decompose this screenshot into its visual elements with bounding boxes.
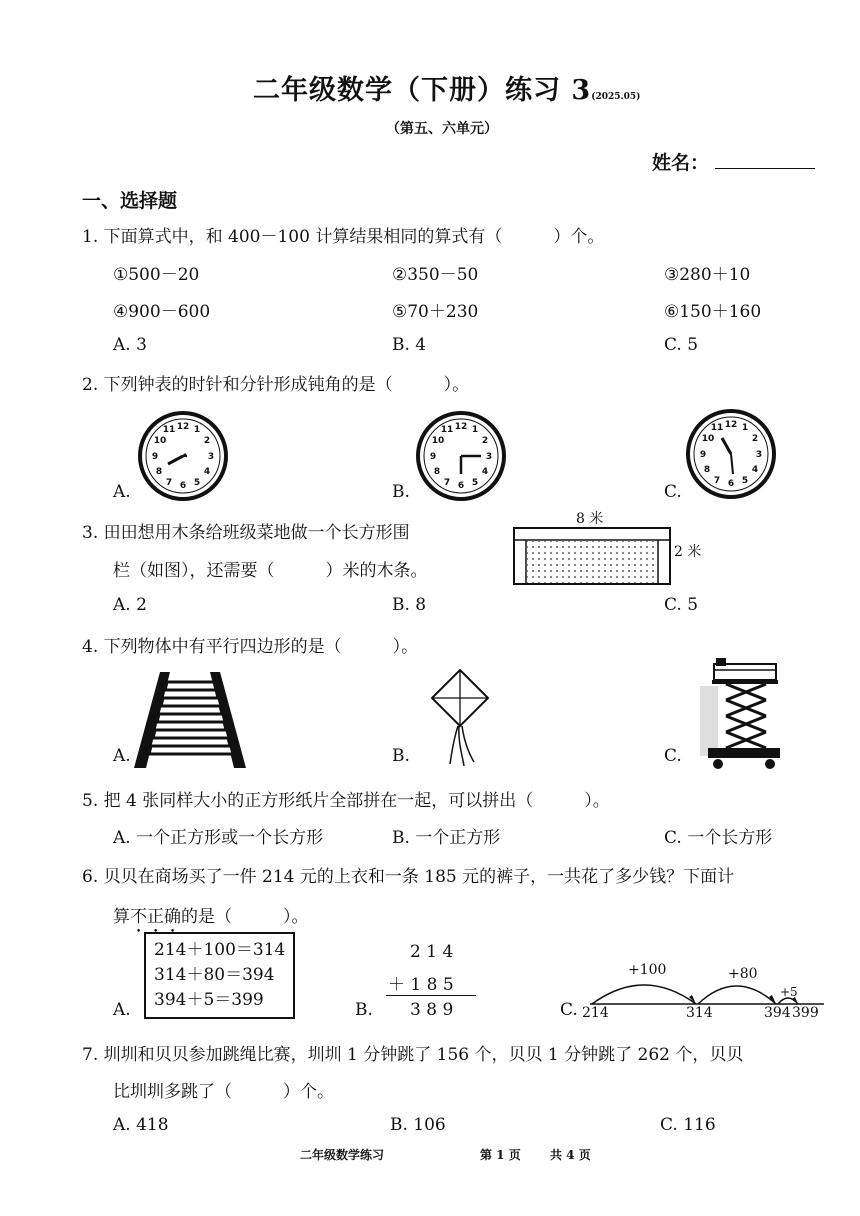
svg-text:1: 1 xyxy=(741,423,749,433)
svg-text:12: 12 xyxy=(176,422,190,432)
q3-fig-length-label: 8 米 xyxy=(576,511,604,527)
q2-option-c[interactable]: C. xyxy=(664,482,682,502)
q1-expr: ③280＋10 xyxy=(664,265,751,285)
q2-option-a[interactable]: A. xyxy=(113,482,131,502)
q7-option-c[interactable]: C. 116 xyxy=(660,1115,716,1135)
svg-text:2: 2 xyxy=(203,436,211,446)
q6-b-rule xyxy=(386,995,476,996)
svg-text:9: 9 xyxy=(151,452,159,462)
svg-text:11: 11 xyxy=(162,425,176,435)
q6-stem-pre: 算 xyxy=(113,907,130,927)
svg-text:10: 10 xyxy=(701,434,715,444)
q6-c-jump-label: +80 xyxy=(728,966,758,982)
q3-stem-line1: 3. 田田想用木条给班级菜地做一个长方形围 xyxy=(82,523,410,543)
q7-option-b[interactable]: B. 106 xyxy=(390,1115,446,1135)
q1-expr: ②350－50 xyxy=(392,265,479,285)
q6-a-line: 394＋5＝399 xyxy=(154,990,264,1010)
name-label: 姓名： xyxy=(652,152,710,174)
q1-expr: ④900－600 xyxy=(113,302,211,322)
q6-emphasis: 不正确 xyxy=(130,907,181,927)
svg-text:8: 8 xyxy=(155,467,163,477)
svg-text:7: 7 xyxy=(443,478,451,488)
svg-text:8: 8 xyxy=(433,467,441,477)
q6-a-calculation-box xyxy=(144,932,295,1019)
svg-text:10: 10 xyxy=(431,436,445,446)
svg-text:11: 11 xyxy=(710,423,724,433)
q7-stem-line2: 比圳圳多跳了（ ）个。 xyxy=(113,1082,334,1102)
q6-option-c[interactable]: C. xyxy=(560,1000,578,1020)
svg-text:6: 6 xyxy=(457,481,465,491)
clock-a-icon xyxy=(136,410,232,502)
q4-option-a[interactable]: A. xyxy=(113,746,131,766)
q4-option-c[interactable]: C. xyxy=(664,746,682,766)
title-date: (2025.05) xyxy=(591,92,641,102)
ladder-icon xyxy=(132,670,248,770)
q6-stem-line1: 6. 贝贝在商场买了一件 214 元的上衣和一条 185 元的裤子，一共花了多少钱？下面计 xyxy=(82,867,735,887)
svg-text:8: 8 xyxy=(703,465,711,475)
q1-stem: 1. 下面算式中，和 400－100 计算结果相同的算式有（ ）个。 xyxy=(82,227,605,247)
title-text: 二年级数学（下册）练习 3 xyxy=(253,75,592,106)
svg-text:12: 12 xyxy=(724,420,738,430)
svg-text:6: 6 xyxy=(179,481,187,491)
q6-c-jump-label: +100 xyxy=(628,962,667,978)
svg-text:7: 7 xyxy=(165,478,173,488)
q5-option-c[interactable]: C. 一个长方形 xyxy=(664,828,773,848)
page-subtitle: （第五、六单元） xyxy=(386,121,498,137)
svg-text:9: 9 xyxy=(699,450,707,460)
q6-option-a[interactable]: A. xyxy=(113,1000,131,1020)
svg-text:1: 1 xyxy=(193,425,201,435)
q6-a-line: 214＋100＝314 xyxy=(154,940,286,960)
q1-expr: ⑥150＋160 xyxy=(664,302,762,322)
svg-text:2: 2 xyxy=(751,434,759,444)
page-title xyxy=(253,68,640,107)
svg-text:10: 10 xyxy=(153,436,167,446)
svg-text:2: 2 xyxy=(481,436,489,446)
svg-text:7: 7 xyxy=(713,476,721,486)
q3-option-b[interactable]: B. 8 xyxy=(392,595,427,615)
clock-c-icon xyxy=(684,408,780,500)
q6-c-tick: 214 xyxy=(582,1005,609,1021)
q3-option-a[interactable]: A. 2 xyxy=(113,595,147,615)
svg-text:5: 5 xyxy=(741,476,749,486)
footer-page-total: 共 4 页 xyxy=(550,1148,591,1162)
svg-text:5: 5 xyxy=(471,478,479,488)
q6-b-addend1: 2 1 4 xyxy=(410,942,454,962)
svg-text:4: 4 xyxy=(481,467,489,477)
svg-text:4: 4 xyxy=(203,467,211,477)
q6-option-b[interactable]: B. xyxy=(355,1000,373,1020)
svg-text:11: 11 xyxy=(440,425,454,435)
q5-option-a[interactable]: A. 一个正方形或一个长方形 xyxy=(113,828,324,848)
q1-expr: ⑤70＋230 xyxy=(392,302,479,322)
svg-text:5: 5 xyxy=(193,478,201,488)
q3-fig-width-label: 2 米 xyxy=(674,544,702,560)
q6-c-tick: 394 xyxy=(764,1005,791,1021)
q3-stem-line2: 栏（如图），还需要（ ）米的木条。 xyxy=(113,561,428,581)
footer-title: 二年级数学练习 xyxy=(300,1148,385,1162)
q3-option-c[interactable]: C. 5 xyxy=(664,595,699,615)
q7-stem-line1: 7. 圳圳和贝贝参加跳绳比赛，圳圳 1 分钟跳了 156 个，贝贝 1 分钟跳了 262 个，贝贝 xyxy=(82,1045,744,1065)
q6-c-jump-label: +5 xyxy=(780,985,798,999)
name-field xyxy=(652,148,815,175)
q5-stem: 5. 把 4 张同样大小的正方形纸片全部拼在一起，可以拼出（ ）。 xyxy=(82,791,610,811)
q1-expr: ①500－20 xyxy=(113,265,200,285)
q6-a-line: 314＋80＝394 xyxy=(154,965,275,985)
q1-option-a[interactable]: A. 3 xyxy=(113,335,147,355)
q6-c-tick: 314 xyxy=(686,1005,713,1021)
fence-rectangle-diagram xyxy=(512,526,674,588)
q2-stem: 2. 下列钟表的时针和分针形成钝角的是（ ）。 xyxy=(82,375,470,395)
kite-icon xyxy=(428,668,492,768)
footer-page-number: 第 1 页 xyxy=(480,1148,521,1162)
q6-c-tick: 399 xyxy=(792,1005,819,1021)
svg-text:3: 3 xyxy=(485,452,493,462)
q5-option-b[interactable]: B. 一个正方形 xyxy=(392,828,501,848)
clock-b-icon xyxy=(414,410,510,502)
scissor-lift-icon xyxy=(700,656,784,772)
svg-text:4: 4 xyxy=(751,465,759,475)
q1-option-b[interactable]: B. 4 xyxy=(392,335,427,355)
q4-option-b[interactable]: B. xyxy=(392,746,410,766)
q7-option-a[interactable]: A. 418 xyxy=(113,1115,169,1135)
svg-text:9: 9 xyxy=(429,452,437,462)
q2-option-b[interactable]: B. xyxy=(392,482,410,502)
svg-text:12: 12 xyxy=(454,422,468,432)
svg-text:3: 3 xyxy=(207,452,215,462)
q4-stem: 4. 下列物体中有平行四边形的是（ ）。 xyxy=(82,637,419,657)
name-blank[interactable] xyxy=(715,154,815,169)
svg-text:1: 1 xyxy=(471,425,479,435)
q6-b-sum: 3 8 9 xyxy=(410,1000,454,1020)
section-heading: 一、选择题 xyxy=(82,190,178,212)
svg-text:3: 3 xyxy=(755,450,763,460)
q6-stem-post: 的是（ ）。 xyxy=(181,907,309,927)
q1-option-c[interactable]: C. 5 xyxy=(664,335,699,355)
q6-b-addend2: ＋ 1 8 5 xyxy=(388,975,454,995)
svg-text:6: 6 xyxy=(727,479,735,489)
